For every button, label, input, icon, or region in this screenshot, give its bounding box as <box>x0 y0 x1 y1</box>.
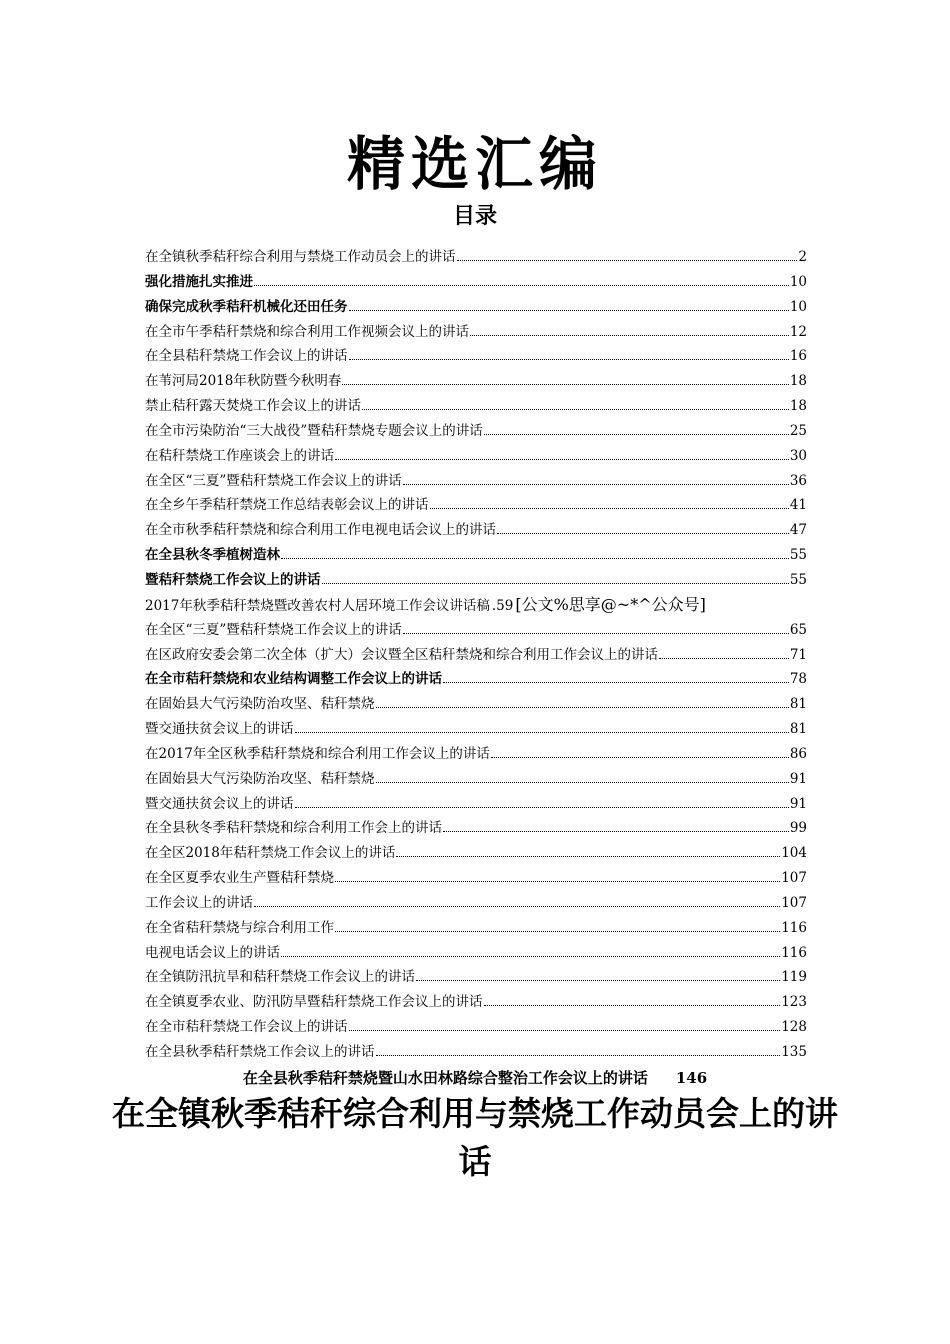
toc-entry[interactable] <box>145 717 807 742</box>
toc-entry[interactable] <box>145 891 807 916</box>
toc-leader-dots <box>322 582 789 584</box>
toc-leader-dots <box>295 806 789 808</box>
toc-entry-page: 47 <box>789 522 807 539</box>
toc-heading: 目录 <box>452 203 497 229</box>
toc-entry[interactable] <box>145 916 807 941</box>
toc-entry-title: 在全镇秋季秸秆综合利用与禁烧工作动员会上的讲话 <box>145 249 456 265</box>
toc-entry-page: 78 <box>789 671 807 688</box>
toc-leader-dots <box>335 458 789 460</box>
toc-entry[interactable] <box>145 295 807 320</box>
toc-entry-page: 116 <box>781 919 807 936</box>
toc-entry-title: 在区政府安委会第二次全体（扩大）会议暨全区秸秆禁烧和综合利用工作会议上的讲话 <box>145 646 658 663</box>
toc-leader-dots <box>403 483 789 485</box>
toc-leader-dots <box>254 284 789 286</box>
toc-entry-page: 10 <box>789 298 807 315</box>
toc-entry[interactable] <box>145 742 807 767</box>
article-title: 在全镇秋季秸秆综合利用与禁烧工作动员会上的讲话 <box>112 1094 838 1181</box>
toc-entry[interactable] <box>145 444 807 469</box>
toc-entry-title: 在全市秸秆禁烧和农业结构调整工作会议上的讲话 <box>145 671 442 688</box>
toc-entry[interactable] <box>145 543 807 568</box>
toc-leader-dots <box>484 1004 781 1006</box>
toc-last-entry[interactable] <box>0 1066 950 1090</box>
toc-entry[interactable] <box>145 469 807 494</box>
toc-entry-page: 18 <box>789 398 807 415</box>
toc-entry-title: 在全县秋季秸秆禁烧工作会议上的讲话 <box>145 1044 375 1060</box>
toc-leader-dots <box>491 756 789 758</box>
toc-entry-title: 暨秸秆禁烧工作会议上的讲话 <box>145 571 321 588</box>
toc-leader-dots <box>497 532 789 534</box>
toc-entry-note: [公文%思享@~*^公众号] <box>515 594 706 614</box>
toc-entry-title: 在全乡午季秸秆禁烧工作总结表彰会议上的讲话 <box>145 497 429 514</box>
toc-entry-page: 18 <box>789 373 807 390</box>
toc-entry-page: .59 <box>491 597 514 614</box>
toc-leader-dots <box>457 259 798 261</box>
toc-entry[interactable] <box>145 941 807 966</box>
toc-entry-title: 在全区“三夏”暨秸秆禁烧工作会议上的讲话 <box>145 621 402 638</box>
toc-entry[interactable] <box>145 320 807 345</box>
toc-entry-page: 107 <box>781 870 807 887</box>
toc-leader-dots <box>376 1054 781 1056</box>
toc-leader-dots <box>281 955 780 957</box>
toc-entry-title: 禁止秸秆露天焚烧工作会议上的讲话 <box>145 398 361 415</box>
toc-entry-title: 在固始县大气污染防治攻坚、秸秆禁烧 <box>145 696 375 713</box>
toc-entry-title: 在全省秸秆禁烧与综合利用工作 <box>145 919 334 936</box>
table-of-contents <box>145 245 807 1065</box>
toc-entry-page: 81 <box>789 696 807 713</box>
toc-entry[interactable] <box>145 767 807 792</box>
toc-entry-page: 81 <box>789 721 807 738</box>
toc-entry[interactable] <box>145 518 807 543</box>
toc-entry[interactable] <box>145 667 807 692</box>
toc-entry-title: 在全市秋季秸秆禁烧和综合利用工作电视电话会议上的讲话 <box>145 522 496 539</box>
toc-leader-dots <box>295 731 789 733</box>
toc-entry-title: 在全区夏季农业生产暨秸秆禁烧 <box>145 870 334 887</box>
toc-leader-dots <box>376 706 789 708</box>
toc-leader-dots <box>335 880 780 882</box>
toc-entry-page: 25 <box>789 422 807 439</box>
toc-entry-page: 41 <box>789 497 807 514</box>
toc-entry-title: 电视电话会议上的讲话 <box>145 944 280 961</box>
toc-leader-dots <box>281 557 789 559</box>
toc-entry-title: 2017年秋季秸秆禁烧暨改善农村人居环境工作会议讲话稿 <box>145 597 490 614</box>
toc-leader-dots <box>349 358 789 360</box>
toc-entry-page: 16 <box>789 348 807 365</box>
toc-entry-title: 在苇河局2018年秋防暨今秋明春 <box>145 373 342 390</box>
toc-entry-page: 99 <box>789 820 807 837</box>
toc-last-entry-title: 在全县秋季秸秆禁烧暨山水田林路综合整治工作会议上的讲话 <box>242 1069 648 1087</box>
toc-leader-dots <box>396 855 780 857</box>
toc-entry-page: 123 <box>781 994 807 1011</box>
toc-entry[interactable] <box>145 493 807 518</box>
toc-entry-page: 91 <box>789 770 807 787</box>
toc-entry-page: 91 <box>789 795 807 812</box>
toc-entry[interactable] <box>145 344 807 369</box>
toc-entry-page: 30 <box>789 447 807 464</box>
toc-entry-title: 工作会议上的讲话 <box>145 894 253 911</box>
toc-entry[interactable] <box>145 990 807 1015</box>
toc-entry-title: 确保完成秋季秸秆机械化还田任务 <box>145 298 348 315</box>
toc-entry[interactable] <box>145 618 807 643</box>
toc-leader-dots <box>470 334 789 336</box>
toc-entry[interactable] <box>145 1040 807 1065</box>
toc-entry-title: 暨交通扶贫会议上的讲话 <box>145 795 294 812</box>
toc-entry-title: 暨交通扶贫会议上的讲话 <box>145 721 294 738</box>
toc-entry-page: 10 <box>789 273 807 290</box>
toc-entry-page: 55 <box>789 571 807 588</box>
toc-entry-title: 在全县秸秆禁烧工作会议上的讲话 <box>145 348 348 365</box>
toc-entry-page: 71 <box>789 646 807 663</box>
toc-entry-title: 在全市秸秆禁烧工作会议上的讲话 <box>145 1019 348 1036</box>
toc-entry[interactable] <box>145 369 807 394</box>
toc-entry-page: 12 <box>789 323 807 340</box>
toc-entry[interactable] <box>145 245 807 270</box>
toc-entry-title: 在全区“三夏”暨秸秆禁烧工作会议上的讲话 <box>145 472 402 489</box>
toc-entry-title: 在全县秋冬季秸秆禁烧和综合利用工作会上的讲话 <box>145 820 442 837</box>
main-title: 精选汇编 <box>346 130 603 198</box>
toc-leader-dots <box>659 657 789 659</box>
toc-entry[interactable] <box>145 394 807 419</box>
toc-leader-dots <box>349 309 789 311</box>
toc-leader-dots <box>484 433 789 435</box>
toc-last-entry-page: 146 <box>675 1069 708 1087</box>
toc-leader-dots <box>362 408 789 410</box>
toc-entry-title: 在全县秋冬季植树造林 <box>145 547 280 564</box>
toc-entry[interactable] <box>145 692 807 717</box>
toc-leader-dots <box>349 1029 781 1031</box>
toc-entry-page: 119 <box>781 969 807 986</box>
toc-entry-page: 86 <box>789 745 807 762</box>
toc-leader-dots <box>416 979 780 981</box>
toc-leader-dots <box>335 930 780 932</box>
toc-entry[interactable] <box>145 643 807 668</box>
toc-entry-title: 在秸秆禁烧工作座谈会上的讲话 <box>145 447 334 464</box>
toc-entry-page: 36 <box>789 472 807 489</box>
toc-entry-page: 65 <box>789 621 807 638</box>
toc-entry-title: 在全镇防汛抗旱和秸秆禁烧工作会议上的讲话 <box>145 969 415 986</box>
toc-leader-dots <box>254 905 780 907</box>
toc-entry[interactable] <box>145 866 807 891</box>
toc-entry-page: 135 <box>781 1044 807 1060</box>
toc-entry[interactable] <box>145 1015 807 1040</box>
toc-entry-title: 在2017年全区秋季秸秆禁烧和综合利用工作会议上的讲话 <box>145 745 490 762</box>
toc-entry-title: 在固始县大气污染防治攻坚、秸秆禁烧 <box>145 770 375 787</box>
toc-entry-title: 在全市午季秸秆禁烧和综合利用工作视频会议上的讲话 <box>145 323 469 340</box>
toc-entry-title: 在全市污染防治“三大战役”暨秸秆禁烧专题会议上的讲话 <box>145 422 483 439</box>
toc-entry-page: 55 <box>789 547 807 564</box>
toc-entry[interactable] <box>145 593 807 618</box>
toc-leader-dots <box>342 383 788 385</box>
toc-leader-dots <box>443 681 789 683</box>
toc-entry-title: 在全区2018年秸秆禁烧工作会议上的讲话 <box>145 845 396 862</box>
toc-leader-dots <box>443 830 789 832</box>
toc-entry[interactable] <box>145 841 807 866</box>
toc-leader-dots <box>376 781 789 783</box>
toc-entry-page: 2 <box>798 249 807 265</box>
toc-entry[interactable] <box>145 816 807 841</box>
toc-entry-title: 在全镇夏季农业、防汛防旱暨秸秆禁烧工作会议上的讲话 <box>145 994 483 1011</box>
toc-entry[interactable] <box>145 419 807 444</box>
toc-entry[interactable] <box>145 792 807 817</box>
toc-entry[interactable] <box>145 270 807 295</box>
toc-entry-page: 107 <box>781 894 807 911</box>
toc-entry-title: 强化措施扎实推进 <box>145 273 253 290</box>
toc-entry[interactable] <box>145 568 807 593</box>
toc-entry-page: 104 <box>781 845 807 862</box>
toc-entry[interactable] <box>145 965 807 990</box>
toc-entry-page: 128 <box>781 1019 807 1036</box>
toc-leader-dots <box>403 632 789 634</box>
toc-leader-dots <box>430 507 789 509</box>
toc-entry-page: 116 <box>781 944 807 961</box>
